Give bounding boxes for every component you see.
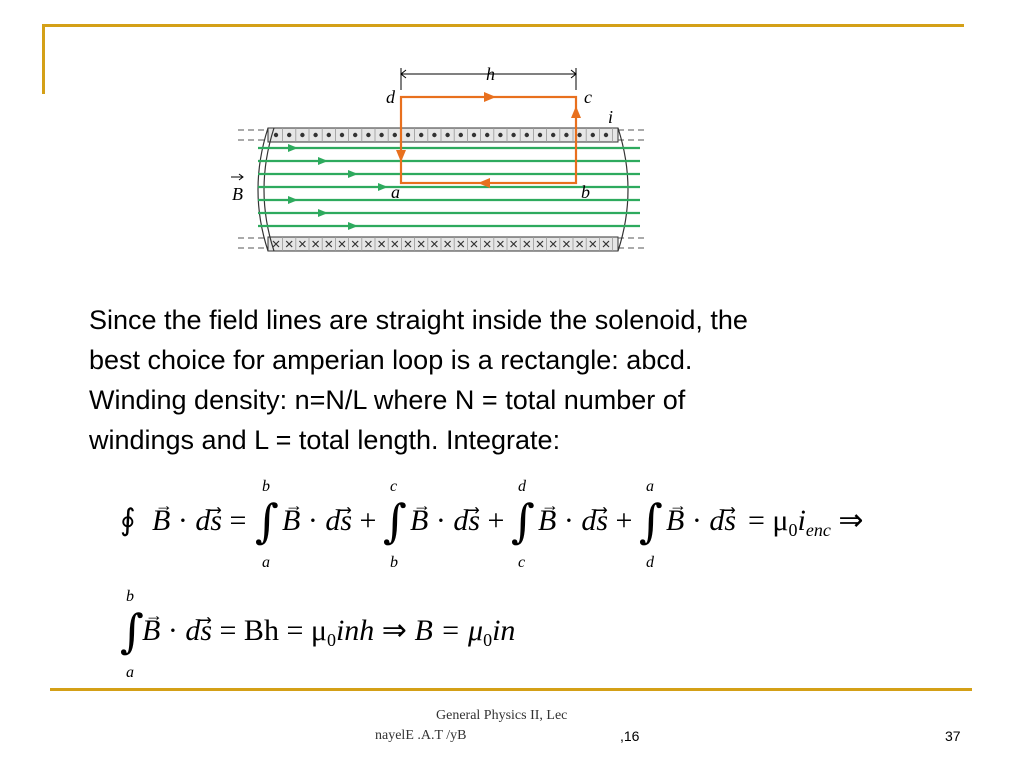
winding-dot [577,133,581,137]
solenoid-right-curve [618,128,628,251]
winding-dot [393,133,397,137]
solenoid-diagram [228,60,648,260]
body-line-1: Since the field lines are straight inside the solenoid, the [89,305,748,335]
winding-dot [485,133,489,137]
winding-dot [327,133,331,137]
label-i: i [608,107,614,127]
label-d: d [386,87,395,107]
label-b: b [581,182,590,202]
footer-divider [50,688,972,691]
winding-dot [511,133,515,137]
body-line-3: Winding density: n=N/L where N = total number of [89,385,686,415]
integral: ∫ [120,604,144,658]
frame-top-accent [42,24,964,27]
field-arrow-1 [318,157,328,165]
winding-dot [313,133,317,137]
winding-dot [525,133,529,137]
limit-upper: b [126,588,134,605]
term-4: → B · ds [666,504,736,538]
winding-dot [564,133,568,137]
limit-lower-2: b [390,554,398,571]
limit-lower-3: c [518,554,526,571]
label-c: c [584,87,592,107]
limit-upper-1: b [262,478,270,495]
limit-upper-2: c [390,478,398,495]
frame-left-accent [42,24,45,94]
integral-3: ∫ [511,494,535,548]
winding-dot [379,133,383,137]
page-number: 37 [945,728,961,744]
footer-author: nayelE .A.T /yB [375,728,467,743]
winding-dot [419,133,423,137]
limit-lower-1: a [262,554,270,571]
loop-arrow-right [571,106,581,118]
winding-dot [366,133,370,137]
rhs-mu0-ienc: = $\mu_0i_{enc}$ ⇒ [748,504,864,540]
field-arrow-0 [288,144,298,152]
winding-dot [287,133,291,137]
solenoid-bottom-strip [268,237,618,251]
result-line: → B · ds⃗ = $Bh = \mu_0inh$ ⇒ $B = \mu_0in$ [142,614,515,657]
winding-dot [604,133,608,137]
solenoid-left-curve-inner [264,128,274,251]
field-arrow-3 [378,183,388,191]
closed-integral-box: ∮ [120,503,136,538]
label-B: B [232,184,243,204]
winding-dot [472,133,476,137]
limit-lower: a [126,664,134,681]
equation-result [120,588,620,683]
label-a: a [391,182,400,202]
winding-dot [274,133,278,137]
field-arrow-2 [348,170,358,178]
winding-dot [591,133,595,137]
field-arrow-4 [288,196,298,204]
field-arrow-6 [348,222,358,230]
equation-closed-loop [120,478,920,573]
field-arrow-5 [318,209,328,217]
term-3: → B · ds⃗ + [538,504,632,538]
winding-dot [498,133,502,137]
term-0: → B · ds⃗ = [152,504,246,538]
winding-dot [353,133,357,137]
term-2: → B · ds⃗ + [410,504,504,538]
winding-dot [432,133,436,137]
integral-4: ∫ [639,494,663,548]
integral-2: ∫ [383,494,407,548]
winding-dot [445,133,449,137]
winding-dot [406,133,410,137]
loop-arrow-top [484,92,496,102]
footer-course: General Physics II, Lec [436,708,568,723]
term-1: → B · ds⃗ + [282,504,376,538]
body-text [89,300,949,460]
integral-1: ∫ [255,494,279,548]
label-h: h [486,64,495,84]
winding-dot [459,133,463,137]
winding-dot [300,133,304,137]
limit-upper-3: d [518,478,526,495]
footer-lecture-number: ,16 [620,728,640,744]
body-line-2: best choice for amperian loop is a rectangle: abcd. [89,345,693,375]
solenoid-left-curve [258,128,268,251]
winding-dot [340,133,344,137]
limit-lower-4: d [646,554,654,571]
winding-dot [551,133,555,137]
limit-upper-4: a [646,478,654,495]
B-vector-arrow [231,174,243,180]
body-line-4: windings and L = total length. Integrate: [89,425,561,455]
winding-dot [538,133,542,137]
